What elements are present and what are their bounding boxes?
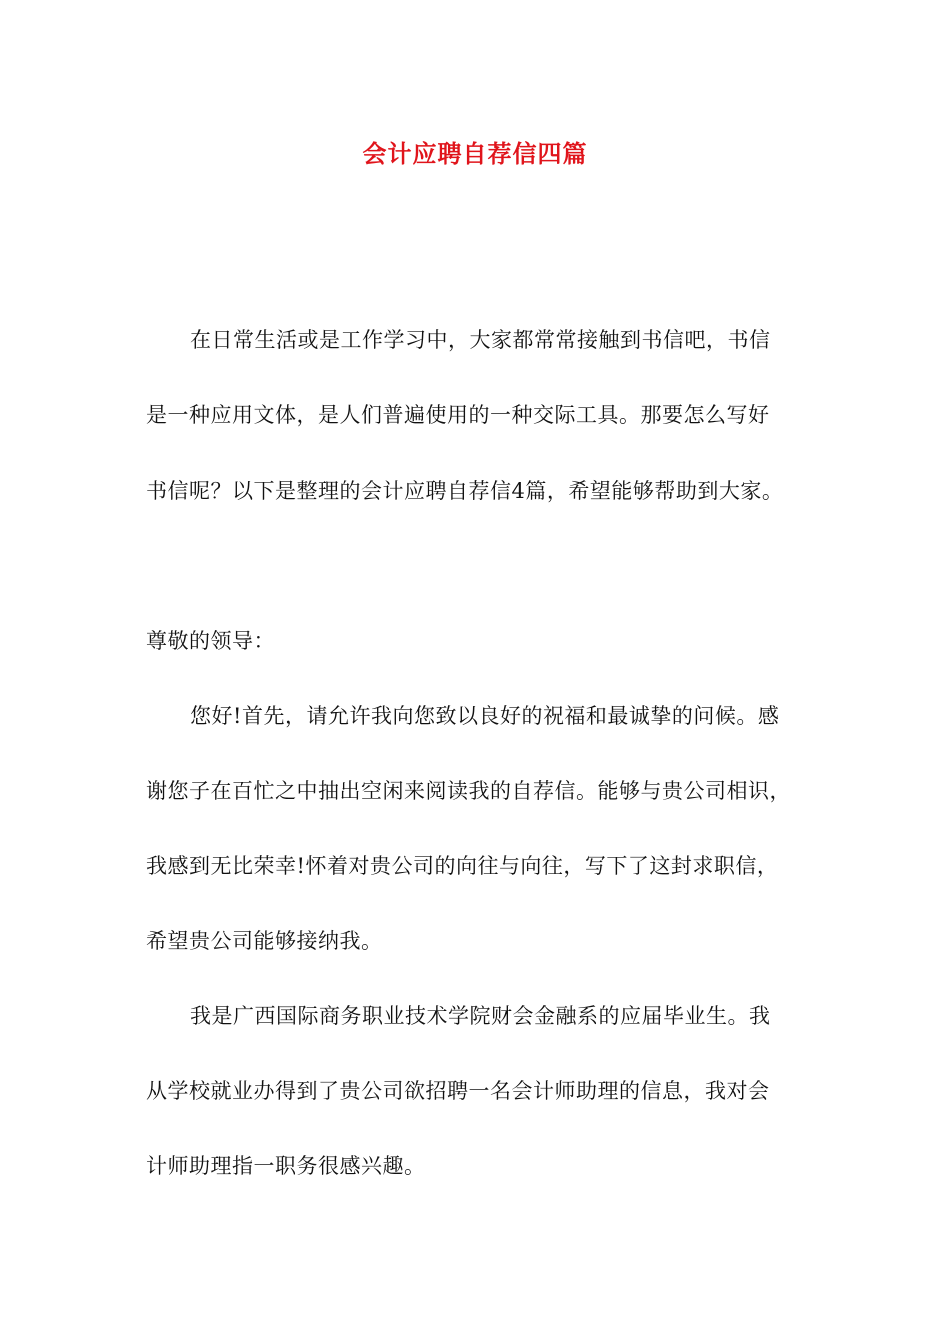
paragraph2-line-1: 我是广西国际商务职业技术学院财会金融系的应届毕业生。我 (190, 1004, 771, 1028)
paragraph1-line-2: 谢您子在百忙之中抽出空闲来阅读我的自荐信。能够与贵公司相识， (146, 779, 791, 803)
document-title: 会计应聘自荐信四篇 (362, 140, 588, 168)
paragraph1-line-3: 我感到无比荣幸!怀着对贵公司的向往与向往，写下了这封求职信， (146, 854, 779, 878)
paragraph1-line-4: 希望贵公司能够接纳我。 (146, 929, 383, 953)
paragraph1-line-1: 您好!首先，请允许我向您致以良好的祝福和最诚挚的问候。感 (190, 704, 780, 728)
intro-line-2: 是一种应用文体，是人们普遍使用的一种交际工具。那要怎么写好 (146, 403, 770, 427)
paragraph2-line-2: 从学校就业办得到了贵公司欲招聘一名会计师助理的信息，我对会 (146, 1079, 770, 1103)
intro-line-1: 在日常生活或是工作学习中，大家都常常接触到书信吧，书信 (190, 328, 771, 352)
salutation: 尊敬的领导： (146, 629, 275, 653)
paragraph2-line-3: 计师助理指一职务很感兴趣。 (146, 1154, 426, 1178)
intro-line-3: 书信呢？以下是整理的会计应聘自荐信4篇，希望能够帮助到大家。 (146, 479, 784, 503)
